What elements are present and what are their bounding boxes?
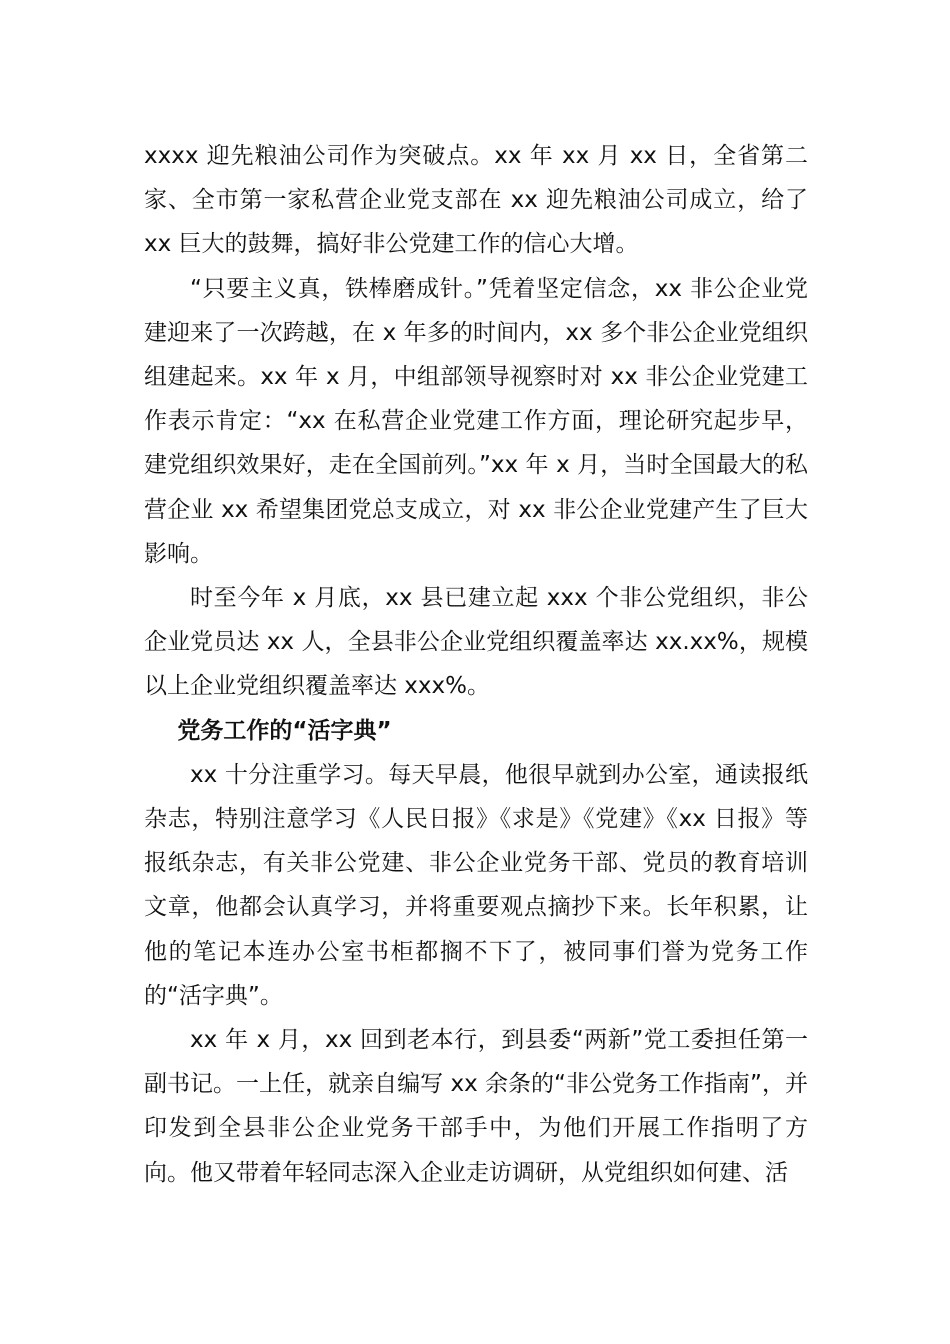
- paragraph-1: xxxx 迎先粮油公司作为突破点。xx 年 xx 月 xx 日，全省第二家、全市第一家私营企业党支部在 xx 迎先粮油公司成立，给了 xx 巨大的鼓舞，搞好非公党建工作的信心大增。: [144, 143, 808, 258]
- section-heading: 党务工作的“活字典”: [177, 717, 392, 744]
- paragraph-4: xx 十分注重学习。每天早晨，他很早就到办公室，通读报纸杂志，特别注意学习《人民日报》《求是》《党建》《xx 日报》等报纸杂志，有关非公党建、非公企业党务干部、党员的教育培训文章，他都会认真学习，并将重要观点摘抄下来。长年积累，让他的笔记本连办公室书柜都搁不下了，被同事们誉为党务工作的“活字典”。: [144, 761, 808, 1009]
- document-page: [144, 134, 808, 1195]
- paragraph-3: 时至今年 x 月底，xx 县已建立起 xxx 个非公党组织，非公企业党员达 xx 人，全县非公企业党组织覆盖率达 xx.xx%，规模以上企业党组织覆盖率达 xxx%。: [144, 585, 808, 700]
- paragraph-2: “只要主义真，铁棒磨成针。”凭着坚定信念，xx 非公企业党建迎来了一次跨越，在 x 年多的时间内，xx 多个非公企业党组织组建起来。xx 年 x 月，中组部领导视察时对 xx 非公企业党建工作表示肯定：“xx 在私营企业党建工作方面，理论研究起步早，建党组织效果好，走在全国前列。”xx 年 x 月，当时全国最大的私营企业 xx 希望集团党总支成立，对 xx 非公企业党建产生了巨大影响。: [144, 275, 808, 567]
- paragraph-5: xx 年 x 月，xx 回到老本行，到县委“两新”党工委担任第一副书记。一上任，就亲自编写 xx 余条的“非公党务工作指南”，并印发到全县非公企业党务干部手中，为他们开展工作指明了方向。他又带着年轻同志深入企业走访调研，从党组织如何建、活: [144, 1027, 808, 1186]
